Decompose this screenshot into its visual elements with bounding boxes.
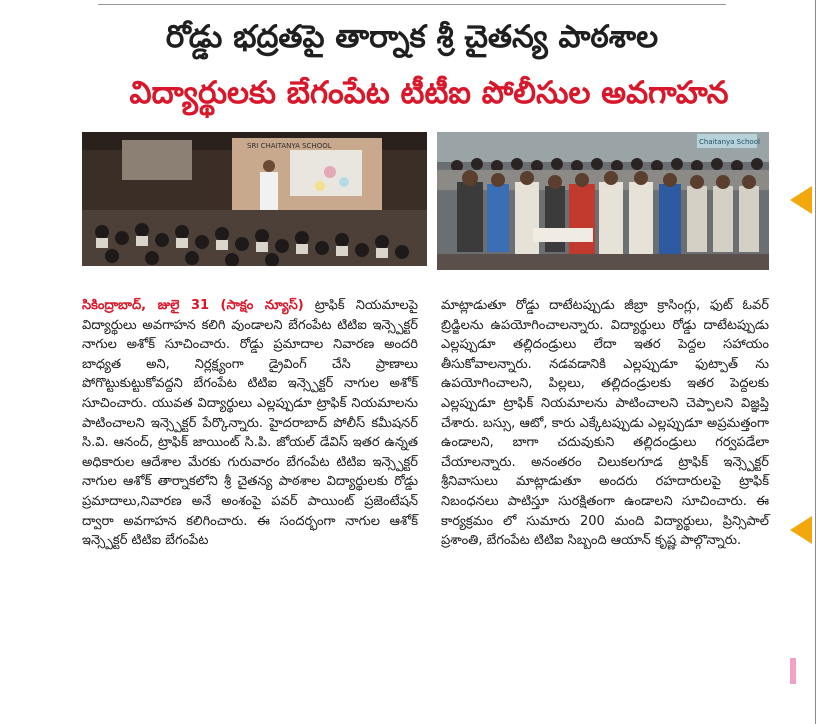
top-rule — [98, 4, 726, 5]
article-column-2 — [441, 296, 769, 551]
photo-classroom-presentation — [82, 132, 427, 266]
page-tab-upper — [790, 186, 812, 214]
stage-banner-text: SRI CHAITANYA SCHOOL — [247, 142, 332, 150]
wall-sign-text: Chaitanya School — [699, 138, 760, 146]
headline-line-1: రోడ్డు భద్రతపై తార్నాక శ్రీ చైతన్య పాఠశాల — [165, 19, 659, 55]
photo-group-with-police — [437, 132, 769, 270]
article-dateline: సికింద్రాబాద్‌, జులై 31 (సాక్షం న్యూస్‌) — [82, 298, 304, 313]
headline-line-2: విద్యార్థులకు బేగంపేట టీటీఐ పోలీసుల అవగాహన — [129, 75, 729, 111]
article-column-1 — [82, 296, 418, 551]
right-margin-rule — [815, 0, 816, 724]
article-column-2-text: మాట్లాడుతూ రోడ్డు దాటేటప్పుడు జీబ్రా క్రాసింగ్లు, ఫుట్‌ ఓవర్‌ బ్రిడ్జిలను ఉపయోగించాలన్నారు. విద్యార్థులు రోడ్డు దాటేటప్పుడు ఎల్లప్పుడూ తల్లిదండ్రులు లేదా ఇతర పెద్దల సహాయం తీసుకోవాలన్నారు. నడవడానికి ఎల్లప్పుడూ ఫుట్పాత్‌ ను ఉపయోగించాలని, పిల్లలు, తల్లిదండ్రులకు ఇతర పెద్దలకు ఎల్లప్పుడూ ట్రాఫిక్‌ నియమాలను పాటించాలని చెప్పాలని విజ్ఞప్తి చేశారు. బస్సు, ఆటో, కారు ఎక్కేటప్పుడు ఎల్లప్పుడూ అప్రమత్తంగా ఉండాలని, బాగా చదువుకుని తల్లిదండ్రులు గర్వపడేలా చేయాలన్నారు. అనంతరం చిలుకలగూడ ట్రాఫిక్‌ ఇన్స్పెక్టర్‌ శ్రీనివాసులు మాట్లాడుతూ అందరు రహదారులపై ట్రాఫిక్‌ నిబంధనలు పాటిస్తూ సురక్షితంగా ఉండాలని సూచించారు. ఈ కార్యక్రమం లో సుమారు 200 మంది విద్యార్థులు, ప్రిన్సిపాల్‌ ప్రశాంతి, బేగంపేట టిటిఐ సిబ్బంది ఆయాన్‌ కృష్ణ పాల్గొన్నారు. — [441, 298, 769, 549]
page-tab-lower — [790, 516, 812, 544]
group-photo-illustration — [437, 132, 769, 270]
page-bookmark-bar — [790, 658, 796, 684]
classroom-scene-illustration — [82, 132, 427, 266]
article-column-1-text: ట్రాఫిక్‌ నియమాలపై విద్యార్థులు అవగాహన కలిగి వుండాలని బేగంపేట టిటిఐ ఇన్స్పెక్టర్‌ నాగుల అశోక్‌ సూచించారు. రోడ్డు ప్రమాదాల నివారణ అందరి బాధ్యత అని, నిర్లక్ష్యంగా డ్రైవింగ్‌ చేసి ప్రాణాలు పోగొట్టుకుట్టుకోవద్దని బేగంపేట టిటిఐ ఇన్స్పెక్టర్‌ నాగుల అశోక్‌ సూచించారు. యువత విద్యార్థులు ఎల్లప్పుడూ ట్రాఫిక్‌ నియమాలను పాటించాలని ఇన్స్పెక్టర్‌ పేర్కొన్నారు. హైదరాబాద్‌ పోలీస్‌ కమీషనర్‌ సి.వి. ఆనంద్‌, ట్రాఫిక్‌ జాయింట్‌ సి.పి. జోయల్‌ డేవిస్‌ ఇతర ఉన్నత అధికారుల ఆదేశాల మేరకు గురువారం బేగంపేట టిటిఐ ఇన్స్పెక్టర్‌ నాగుల ఆశోక్‌ తార్నాకలోని శ్రీ చైతన్య పాఠశాల విద్యార్థులకు రోడ్డు ప్రమాదాలు,నివారణ అనే అంశంపై పవర్‌ పాయింట్‌ ప్రజెంటేషన్‌ ద్వారా అవగాహన కలిగించారు. ఈ సందర్భంగా నాగుల ఆశోక్‌ ఇన్స్పెక్టర్‌ టిటిఐ బేగంపేట — [82, 298, 419, 549]
